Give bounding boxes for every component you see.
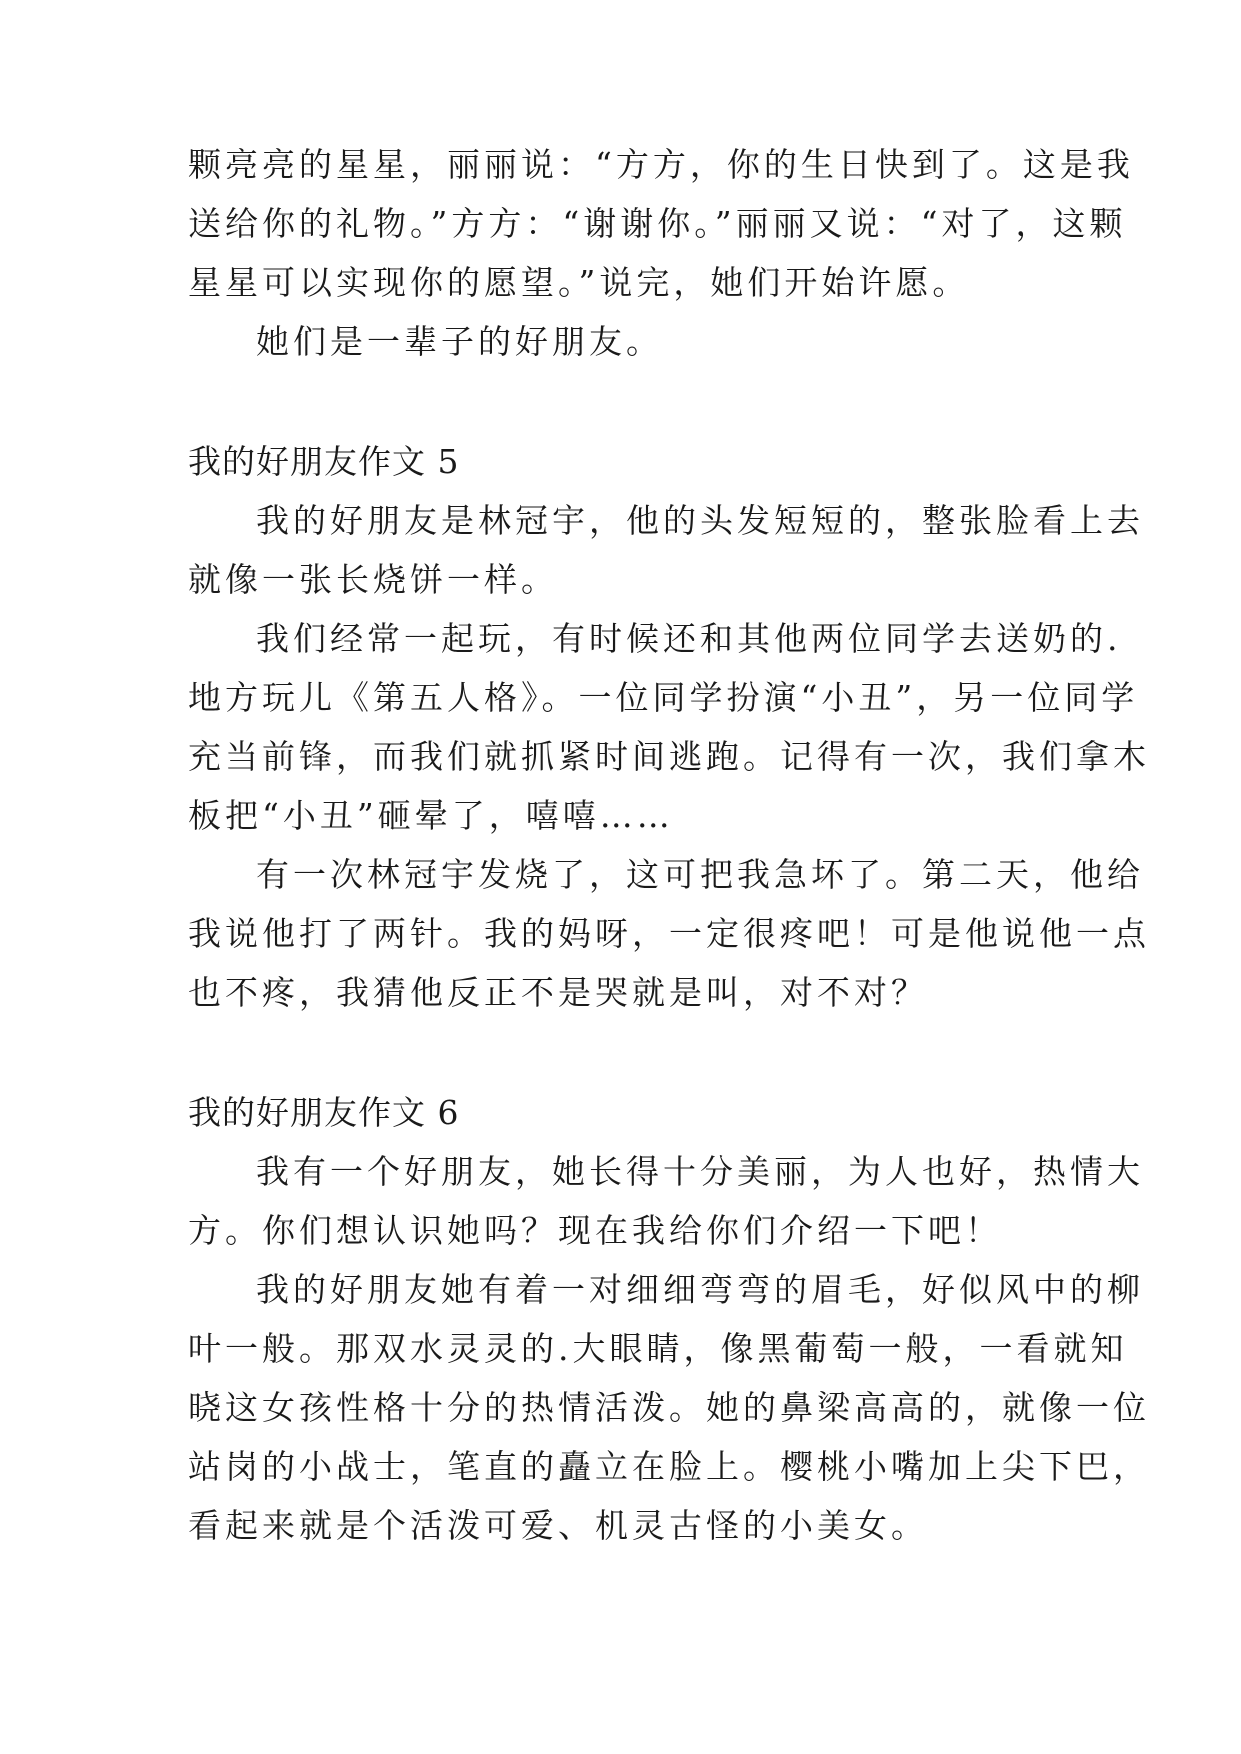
paragraph-line: 就像一张长烧饼一样。 (188, 560, 558, 599)
section-heading: 我的好朋友作文 5 (188, 442, 460, 481)
paragraph-line: 晓这女孩性格十分的热情活泼。她的鼻梁高高的，就像一位 (188, 1388, 1150, 1427)
paragraph-line: 我说他打了两针。我的妈呀，一定很疼吧！可是他说他一点 (188, 914, 1150, 953)
paragraph-line: 我有一个好朋友，她长得十分美丽，为人也好，热情大 (256, 1152, 1144, 1191)
paragraph-line: 她们是一辈子的好朋友。 (256, 322, 663, 361)
paragraph-line: 站岗的小战士，笔直的矗立在脸上。樱桃小嘴加上尖下巴， (188, 1447, 1150, 1486)
paragraph-line: 我的好朋友她有着一对细细弯弯的眉毛，好似风中的柳 (256, 1270, 1144, 1309)
paragraph-line: 方。你们想认识她吗？现在我给你们介绍一下吧！ (188, 1211, 1002, 1250)
paragraph-line: 也不疼，我猜他反正不是哭就是叫，对不对？ (188, 973, 928, 1012)
paragraph-line: 颗亮亮的星星，丽丽说：“方方，你的生日快到了。这是我 (188, 145, 1134, 184)
paragraph-line: 送给你的礼物。”方方：“谢谢你。”丽丽又说：“对了，这颗 (188, 204, 1127, 243)
paragraph-line: 有一次林冠宇发烧了，这可把我急坏了。第二天，他给 (256, 855, 1144, 894)
paragraph-line: 叶一般。那双水灵灵的.大眼睛，像黑葡萄一般，一看就知 (188, 1329, 1128, 1368)
paragraph-line: 星星可以实现你的愿望。”说完，她们开始许愿。 (188, 263, 970, 302)
section-heading: 我的好朋友作文 6 (188, 1093, 460, 1132)
paragraph-line: 看起来就是个活泼可爱、机灵古怪的小美女。 (188, 1506, 928, 1545)
paragraph-line: 我的好朋友是林冠宇，他的头发短短的，整张脸看上去 (256, 501, 1144, 540)
paragraph-line: 我们经常一起玩，有时候还和其他两位同学去送奶的. (256, 619, 1122, 658)
paragraph-line: 充当前锋，而我们就抓紧时间逃跑。记得有一次，我们拿木 (188, 737, 1150, 776)
paragraph-line: 板把“小丑”砸晕了，嘻嘻…… (188, 796, 674, 835)
paragraph-line: 地方玩儿《第五人格》。一位同学扮演“小丑”，另一位同学 (188, 678, 1139, 717)
